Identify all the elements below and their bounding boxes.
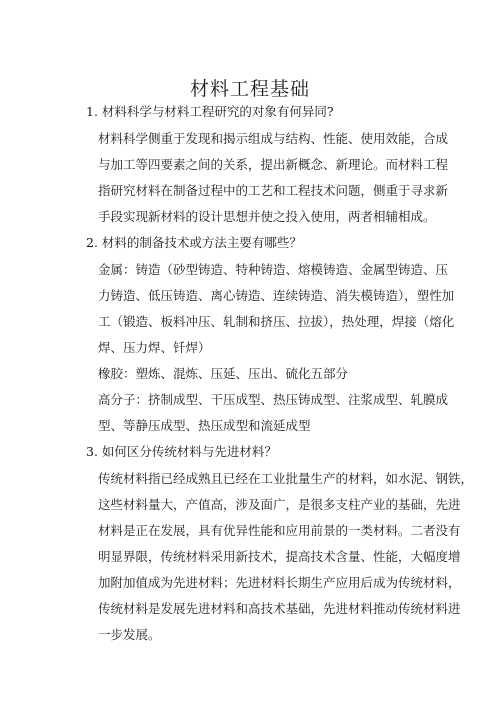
answer-3-line-6: 传统材料是发展先进材料和高技术基础，先进材料推动传统材料进: [98, 601, 461, 616]
answer-2-line-6: 高分子：挤制成型、干压成型、热压铸成型、注浆成型、轧膜成: [98, 392, 449, 407]
answer-1-line-4: 手段实现新材料的设计思想并使之投入使用，两者相辅相成。: [98, 209, 436, 224]
answer-2-line-7: 型、等静压成型、热压成型和流延成型: [98, 418, 311, 433]
question-1-heading: 1. 材料科学与材料工程研究的对象有何异同?: [86, 104, 334, 119]
answer-3-line-1: 传统材料指已经成熟且已经在工业批量生产的材料，如水泥、钢铁，: [98, 471, 474, 486]
answer-3-line-7: 一步发展。: [98, 627, 161, 642]
answer-3-line-4: 明显界限，传统材料采用新技术，提高技术含量、性能，大幅度增: [98, 549, 461, 564]
answer-1-line-2: 与加工等四要素之间的关系，提出新概念、新理论。而材料工程: [98, 157, 449, 172]
answer-3-line-3: 材料是正在发展，具有优异性能和应用前景的一类材料。二者没有: [98, 523, 461, 538]
answer-3-line-2: 这些材料量大，产值高，涉及面广，是很多支柱产业的基础，先进: [98, 497, 461, 512]
answer-1-line-3: 指研究材料在制备过程中的工艺和工程技术问题，侧重于寻求新: [98, 183, 449, 198]
answer-3-line-5: 加附加值成为先进材料；先进材料长期生产应用后成为传统材料，: [98, 575, 461, 590]
page-title: 材料工程基础: [189, 78, 310, 100]
question-3-heading: 3. 如何区分传统材料与先进材料？: [86, 444, 277, 459]
answer-2-line-2: 力铸造、低压铸造、离心铸造、连续铸造、消失模铸造），塑性加: [98, 288, 455, 303]
answer-2-line-4: 焊、压力焊、钎焊）: [98, 340, 211, 355]
answer-2-line-5: 橡胶：塑炼、混炼、压延、压出、硫化五部分: [98, 366, 349, 381]
question-2-heading: 2. 材料的制备技术或方法主要有哪些？: [86, 235, 302, 250]
answer-2-line-3: 工（锻造、板料冲压、轧制和挤压、拉拔），热处理，焊接（熔化: [98, 314, 455, 329]
answer-2-line-1: 金属：铸造（砂型铸造、特种铸造、熔模铸造、金属型铸造、压: [98, 262, 449, 277]
answer-1-line-1: 材料科学侧重于发现和揭示组成与结构、性能、使用效能，合成: [98, 131, 449, 146]
